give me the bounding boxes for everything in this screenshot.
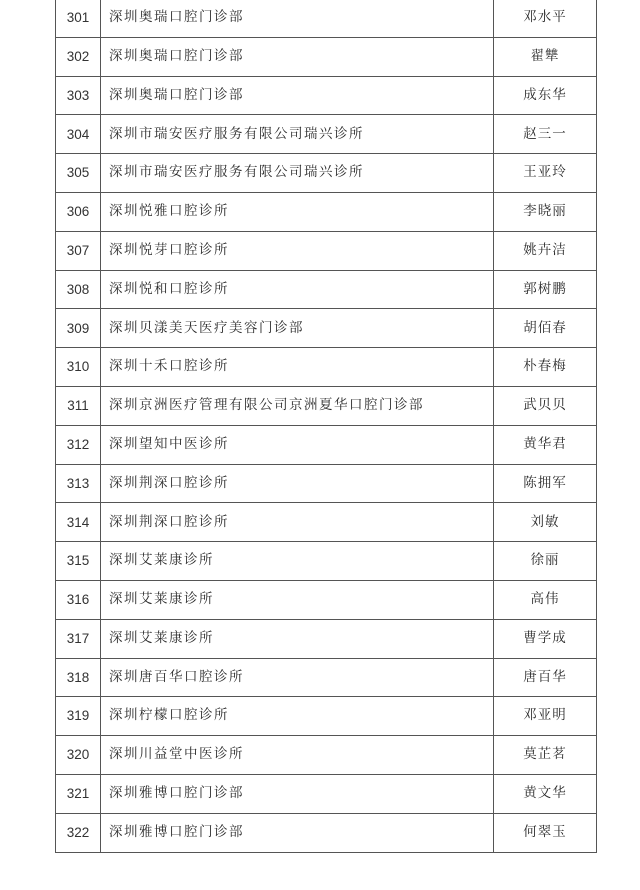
table-row xyxy=(56,231,597,270)
table-row xyxy=(56,37,597,76)
person-name-cell: 赵三一 xyxy=(494,115,597,154)
person-name-cell: 刘敏 xyxy=(494,503,597,542)
row-number-cell: 311 xyxy=(56,386,101,425)
clinic-roster-table xyxy=(55,0,597,853)
row-number-cell: 318 xyxy=(56,658,101,697)
table-row xyxy=(56,697,597,736)
table-row xyxy=(56,774,597,813)
institution-name-cell: 深圳荆深口腔诊所 xyxy=(101,503,494,542)
institution-name-cell: 深圳雅博口腔门诊部 xyxy=(101,774,494,813)
institution-name-cell: 深圳艾莱康诊所 xyxy=(101,580,494,619)
table-row xyxy=(56,192,597,231)
person-name-cell: 成东华 xyxy=(494,76,597,115)
institution-name-cell: 深圳川益堂中医诊所 xyxy=(101,736,494,775)
row-number-cell: 301 xyxy=(56,0,101,37)
row-number-cell: 304 xyxy=(56,115,101,154)
institution-name-cell: 深圳悦芽口腔诊所 xyxy=(101,231,494,270)
person-name-cell: 王亚玲 xyxy=(494,154,597,193)
table-row xyxy=(56,619,597,658)
institution-name-cell: 深圳市瑞安医疗服务有限公司瑞兴诊所 xyxy=(101,154,494,193)
institution-name-cell: 深圳十禾口腔诊所 xyxy=(101,348,494,387)
table-row xyxy=(56,813,597,852)
row-number-cell: 305 xyxy=(56,154,101,193)
person-name-cell: 徐丽 xyxy=(494,542,597,581)
table-row xyxy=(56,348,597,387)
table-row xyxy=(56,580,597,619)
row-number-cell: 312 xyxy=(56,425,101,464)
table-row xyxy=(56,115,597,154)
row-number-cell: 302 xyxy=(56,37,101,76)
institution-name-cell: 深圳悦雅口腔诊所 xyxy=(101,192,494,231)
person-name-cell: 郭树鹏 xyxy=(494,270,597,309)
row-number-cell: 308 xyxy=(56,270,101,309)
table-row xyxy=(56,425,597,464)
row-number-cell: 313 xyxy=(56,464,101,503)
person-name-cell: 胡佰春 xyxy=(494,309,597,348)
row-number-cell: 322 xyxy=(56,813,101,852)
person-name-cell: 黄文华 xyxy=(494,774,597,813)
roster-body xyxy=(56,0,597,852)
institution-name-cell: 深圳奥瑞口腔门诊部 xyxy=(101,37,494,76)
institution-name-cell: 深圳雅博口腔门诊部 xyxy=(101,813,494,852)
institution-name-cell: 深圳柠檬口腔诊所 xyxy=(101,697,494,736)
table-row xyxy=(56,154,597,193)
institution-name-cell: 深圳奥瑞口腔门诊部 xyxy=(101,0,494,37)
row-number-cell: 314 xyxy=(56,503,101,542)
row-number-cell: 316 xyxy=(56,580,101,619)
person-name-cell: 曹学成 xyxy=(494,619,597,658)
row-number-cell: 320 xyxy=(56,736,101,775)
institution-name-cell: 深圳艾莱康诊所 xyxy=(101,542,494,581)
row-number-cell: 307 xyxy=(56,231,101,270)
row-number-cell: 310 xyxy=(56,348,101,387)
person-name-cell: 翟犨 xyxy=(494,37,597,76)
table-row xyxy=(56,76,597,115)
person-name-cell: 姚卉洁 xyxy=(494,231,597,270)
table-row xyxy=(56,386,597,425)
person-name-cell: 陈拥军 xyxy=(494,464,597,503)
person-name-cell: 邓亚明 xyxy=(494,697,597,736)
row-number-cell: 321 xyxy=(56,774,101,813)
table-row xyxy=(56,0,597,37)
table-row xyxy=(56,309,597,348)
person-name-cell: 何翠玉 xyxy=(494,813,597,852)
person-name-cell: 武贝贝 xyxy=(494,386,597,425)
institution-name-cell: 深圳望知中医诊所 xyxy=(101,425,494,464)
row-number-cell: 309 xyxy=(56,309,101,348)
institution-name-cell: 深圳京洲医疗管理有限公司京洲夏华口腔门诊部 xyxy=(101,386,494,425)
table-row xyxy=(56,736,597,775)
person-name-cell: 朴春梅 xyxy=(494,348,597,387)
institution-name-cell: 深圳艾莱康诊所 xyxy=(101,619,494,658)
row-number-cell: 315 xyxy=(56,542,101,581)
table-row xyxy=(56,270,597,309)
person-name-cell: 莫芷茗 xyxy=(494,736,597,775)
person-name-cell: 唐百华 xyxy=(494,658,597,697)
institution-name-cell: 深圳市瑞安医疗服务有限公司瑞兴诊所 xyxy=(101,115,494,154)
institution-name-cell: 深圳荆深口腔诊所 xyxy=(101,464,494,503)
institution-name-cell: 深圳贝漾美天医疗美容门诊部 xyxy=(101,309,494,348)
row-number-cell: 303 xyxy=(56,76,101,115)
table-row xyxy=(56,542,597,581)
row-number-cell: 319 xyxy=(56,697,101,736)
institution-name-cell: 深圳奥瑞口腔门诊部 xyxy=(101,76,494,115)
person-name-cell: 李晓丽 xyxy=(494,192,597,231)
person-name-cell: 黄华君 xyxy=(494,425,597,464)
table-row xyxy=(56,658,597,697)
person-name-cell: 高伟 xyxy=(494,580,597,619)
table-row xyxy=(56,503,597,542)
table-row xyxy=(56,464,597,503)
person-name-cell: 邓水平 xyxy=(494,0,597,37)
row-number-cell: 317 xyxy=(56,619,101,658)
institution-name-cell: 深圳悦和口腔诊所 xyxy=(101,270,494,309)
institution-name-cell: 深圳唐百华口腔诊所 xyxy=(101,658,494,697)
row-number-cell: 306 xyxy=(56,192,101,231)
